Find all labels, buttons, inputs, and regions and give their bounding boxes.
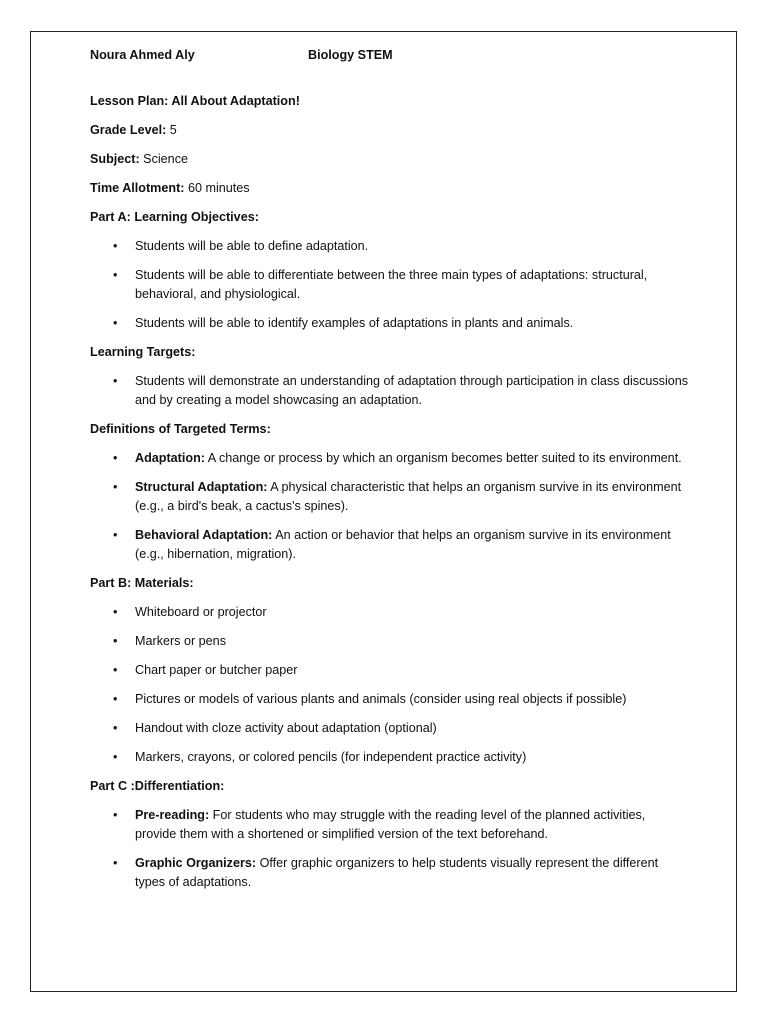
- document-header: [90, 46, 690, 65]
- differentiation-item: [90, 806, 690, 844]
- differentiation-text: For students who may struggle with the reading level of the planned activities, provide them with a shortened or simplified version of the text beforehand.: [135, 808, 646, 841]
- subject-value: Science: [139, 152, 188, 166]
- time-allotment-label: Time Allotment:: [90, 181, 185, 195]
- list-item: • Chart paper or butcher paper: [90, 661, 690, 680]
- definition-item: [90, 526, 690, 564]
- subject-line: [90, 150, 690, 169]
- differentiation-term: Pre-reading:: [135, 808, 210, 822]
- list-item: • Students will be able to differentiate between the three main types of adaptations: structural, behavioral, and physiological.: [90, 266, 690, 304]
- list-item: • Students will be able to define adaptation.: [90, 237, 690, 256]
- part-b-heading: Part B: Materials:: [90, 576, 194, 590]
- differentiation-item: [90, 854, 690, 892]
- document-body: [90, 46, 690, 902]
- definition-term: Adaptation:: [135, 451, 205, 465]
- grade-level-label: Grade Level:: [90, 123, 167, 137]
- definition-term: Structural Adaptation:: [135, 480, 268, 494]
- definitions-list: [90, 449, 690, 564]
- list-item: • Whiteboard or projector: [90, 603, 690, 622]
- definition-item: [90, 478, 690, 516]
- course-name: Biology STEM: [308, 48, 393, 62]
- definition-text: A change or process by which an organism becomes better suited to its environment.: [204, 451, 682, 465]
- subject-label: Subject:: [90, 152, 140, 166]
- grade-level-value: 5: [166, 123, 177, 137]
- differentiation-term: Graphic Organizers:: [135, 856, 257, 870]
- list-item: • Markers or pens: [90, 632, 690, 651]
- learning-targets-list: [90, 372, 690, 410]
- grade-level-line: [90, 121, 690, 140]
- objectives-list: [90, 237, 690, 333]
- time-allotment-value: 60 minutes: [184, 181, 250, 195]
- differentiation-list: [90, 806, 690, 892]
- definition-term: Behavioral Adaptation:: [135, 528, 273, 542]
- time-allotment-line: [90, 179, 690, 198]
- list-item: • Handout with cloze activity about adaptation (optional): [90, 719, 690, 738]
- list-item: • Pictures or models of various plants and animals (consider using real objects if possible): [90, 690, 690, 709]
- lesson-title: Lesson Plan: All About Adaptation!: [90, 94, 300, 108]
- definition-item: [90, 449, 690, 468]
- author-name: Noura Ahmed Aly: [90, 48, 195, 62]
- definitions-heading: Definitions of Targeted Terms:: [90, 422, 271, 436]
- list-item: • Students will demonstrate an understanding of adaptation through participation in class discussions and by creating a model showcasing an adaptation.: [90, 372, 690, 410]
- differentiation-text: Offer graphic organizers to help students visually represent the different types of adaptations.: [135, 856, 659, 889]
- learning-targets-heading: Learning Targets:: [90, 345, 196, 359]
- list-item: • Students will be able to identify examples of adaptations in plants and animals.: [90, 314, 690, 333]
- list-item: • Markers, crayons, or colored pencils (for independent practice activity): [90, 748, 690, 767]
- materials-list: [90, 603, 690, 767]
- part-c-heading: Part C :Differentiation:: [90, 779, 225, 793]
- part-a-heading: Part A: Learning Objectives:: [90, 210, 259, 224]
- definition-text: A physical characteristic that helps an organism survive in its environment (e.g., a bird's beak, a cactus's spines).: [135, 480, 682, 513]
- definition-text: An action or behavior that helps an organism survive in its environment (e.g., hibernation, migration).: [135, 528, 671, 561]
